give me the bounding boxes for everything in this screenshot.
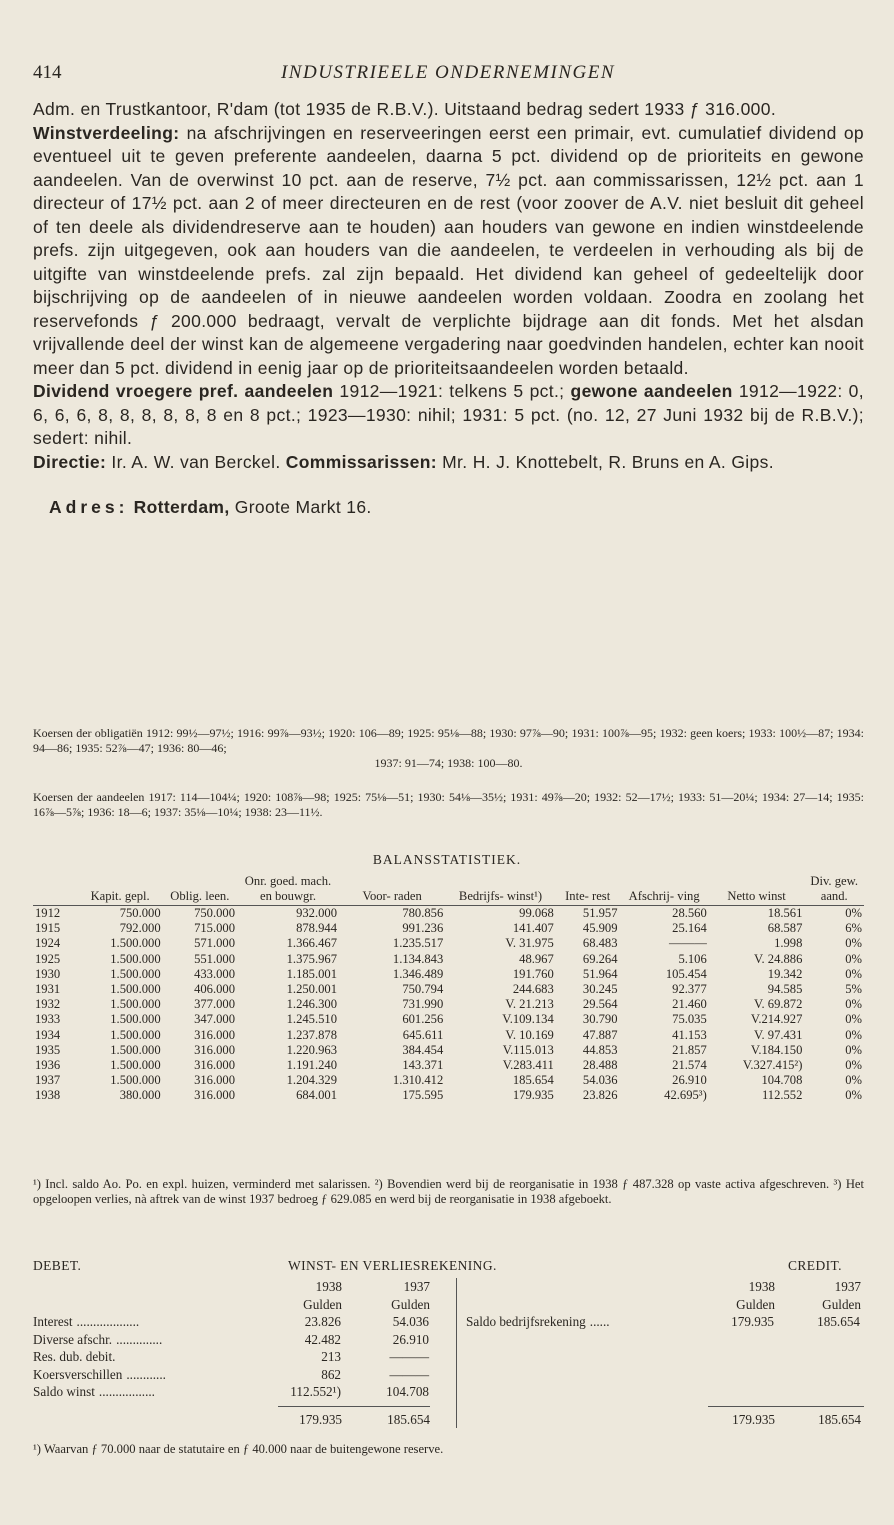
table-cell: V.327.415²) [742, 1058, 803, 1073]
debet-value-1938: 42.482 [304, 1331, 341, 1347]
table-cell: 991.236 [402, 921, 444, 936]
table-cell: 0% [845, 1042, 862, 1057]
table-cell: 1.237.878 [286, 1027, 337, 1042]
table-cell: 0% [845, 1027, 862, 1042]
debet-leader-dots: ............ [126, 1366, 166, 1382]
table-cell: 244.683 [512, 982, 554, 997]
wv-debet-year-2: 1937 [403, 1279, 430, 1294]
table-cell: 68.587 [767, 921, 803, 936]
wv-credit-year-1: 1938 [748, 1279, 775, 1294]
koersen-obligaties [33, 726, 864, 771]
table-cell: 47.887 [582, 1027, 618, 1042]
table-cell: 68.483 [582, 936, 618, 951]
table-cell: 41.153 [672, 1027, 707, 1042]
debet-value-1937: 54.036 [392, 1314, 429, 1329]
table-cell: 715.000 [194, 921, 235, 936]
debet-label-text: Saldo winst [33, 1384, 95, 1399]
admin-paragraph: Adm. en Trustkantoor, R'dam (tot 1935 de R.B.V.). Uitstaand bedrag sedert 1933 ƒ 316.000. [33, 99, 777, 119]
balans-header-row [33, 874, 864, 904]
winstverdeeling-paragraph [33, 122, 864, 381]
credit-row [466, 1313, 866, 1331]
table-cell: 19.342 [767, 966, 803, 981]
wv-title: WINST- EN VERLIESREKENING. [288, 1258, 497, 1273]
page-header [33, 62, 863, 88]
commissarissen-text: Mr. H. J. Knottebelt, R. Bruns en A. Gips. [436, 451, 774, 472]
debet-value-1938: 862 [321, 1366, 341, 1382]
table-cell: 28.560 [672, 906, 707, 920]
wv-credit-heading: CREDIT. [788, 1258, 842, 1273]
table-row [33, 1012, 864, 1027]
table-cell: 26.910 [672, 1073, 707, 1088]
row-year: 1938 [35, 1088, 61, 1103]
table-cell: 316.000 [194, 1058, 235, 1073]
row-year: 1915 [35, 921, 61, 936]
table-cell: 18.561 [767, 906, 803, 920]
row-year: 1935 [35, 1042, 61, 1057]
table-cell: 1.500.000 [110, 1027, 161, 1042]
debet-value-1937: 26.910 [392, 1331, 429, 1347]
table-cell: 316.000 [194, 1073, 235, 1088]
wv-credit-unit-2: Gulden [822, 1296, 861, 1312]
wv-debet-col-headers [262, 1278, 442, 1313]
table-cell: 1.375.967 [286, 951, 337, 966]
table-cell: 112.552 [761, 1088, 803, 1103]
table-row [33, 982, 864, 997]
table-cell: 21.574 [672, 1058, 707, 1073]
debet-row [33, 1383, 433, 1401]
dividend-text-2: 1912—1922: 0, 6, 6, 6, 8, 8, 8, 8, 8, 8 en 8 pct.; 1923—1930: nihil; 1931: 5 pct. (no. 12, 27 Juni 1932 bij de R.B.V.); sedert: nihil. [33, 381, 864, 448]
table-cell: 1.500.000 [110, 1073, 161, 1088]
dividend-text-1: 1912—1921: telkens 5 pct.; [333, 381, 571, 401]
row-year: 1932 [35, 997, 61, 1012]
wv-footnote: ¹) Waarvan ƒ 70.000 naar de statutaire en ƒ 40.000 naar de buitengewone reserve. [33, 1442, 444, 1456]
table-cell: 99.068 [519, 906, 554, 920]
col-header-interest: Inte- rest [565, 889, 611, 903]
table-cell: 30.245 [582, 982, 618, 997]
table-cell: 5.106 [678, 951, 707, 966]
col-header-oblig: Oblig. leen. [170, 889, 230, 903]
row-year: 1937 [35, 1073, 61, 1088]
col-header-bedrijfswinst: Bedrijfs- winst¹) [458, 889, 543, 903]
table-cell: 0% [845, 1088, 862, 1103]
table-cell: 750.000 [119, 906, 161, 920]
table-cell: 1.500.000 [110, 1058, 161, 1073]
debet-label [33, 1366, 265, 1384]
body-text [33, 98, 864, 520]
table-cell: 551.000 [194, 951, 235, 966]
credit-value-1937: 185.654 [817, 1314, 860, 1329]
table-cell: 1.500.000 [110, 951, 161, 966]
table-cell: 94.585 [767, 982, 803, 997]
debet-label-text: Res. dub. debit. [33, 1349, 116, 1364]
directie-label: Directie: [33, 451, 107, 472]
row-year: 1930 [35, 966, 61, 981]
table-cell: 1.310.412 [392, 1073, 444, 1088]
debet-row [33, 1348, 433, 1366]
debet-label [33, 1383, 265, 1401]
row-year: 1912 [35, 906, 61, 920]
balans-body [33, 906, 864, 1104]
table-cell: 792.000 [119, 921, 161, 936]
table-cell: 1.220.963 [286, 1042, 337, 1057]
table-cell: 51.957 [582, 906, 618, 920]
table-cell: 316.000 [194, 1027, 235, 1042]
table-cell: V.283.411 [502, 1058, 554, 1073]
table-cell: 48.967 [519, 951, 554, 966]
debet-value-1938: 23.826 [304, 1314, 341, 1329]
wv-credit-total-1938: 179.935 [732, 1412, 775, 1427]
col-header-onr-goed: Onr. goed. mach. en bouwgr. [244, 874, 332, 903]
adres-city: Rotterdam, [133, 497, 230, 517]
table-cell: 179.935 [512, 1088, 554, 1103]
table-cell: 105.454 [665, 966, 707, 981]
debet-label-text: Diverse afschr. [33, 1331, 113, 1347]
commissarissen-label: Commissarissen: [285, 451, 437, 472]
table-row [33, 936, 864, 951]
table-row [33, 1028, 864, 1043]
wv-credit-totals [697, 1411, 867, 1429]
table-cell: V.184.150 [750, 1042, 803, 1057]
row-year: 1934 [35, 1027, 61, 1042]
koersen-obligaties-line-b: 1937: 91—74; 1938: 100—80. [374, 756, 523, 770]
table-cell: V. 21.213 [505, 997, 554, 1012]
koersen-aandeelen: Koersen der aandeelen 1917: 114—104¼; 1920: 108⅞—98; 1925: 75⅛—51; 1930: 54⅛—35½; 1931: 49⅞—20; 1932: 52—17½; 1933: 51—20¼; 1934: 27—14; 1935: 16⅞—5⅞; 1936: 18—6; 1937: 35⅛—10¼; 1938: 23—11½. [33, 790, 864, 819]
wv-debet-rows [33, 1313, 433, 1401]
gewone-aandeelen-label: gewone aandeelen [570, 381, 733, 401]
adres-label: Adres: [49, 497, 129, 517]
table-cell: 54.036 [582, 1073, 618, 1088]
table-cell: 1.500.000 [110, 1042, 161, 1057]
table-cell: 1.246.300 [286, 997, 337, 1012]
wv-credit-rows [466, 1313, 866, 1331]
table-cell: 0% [845, 966, 862, 981]
adres-paragraph [49, 496, 864, 520]
col-header-afschrijving: Afschrij- ving [628, 889, 700, 903]
table-cell: 44.853 [582, 1042, 618, 1057]
table-cell: 1.500.000 [110, 1012, 161, 1027]
table-cell: 1.185.001 [286, 966, 337, 981]
wv-credit-unit-1: Gulden [736, 1296, 775, 1312]
table-cell: V.109.134 [502, 1012, 554, 1027]
debet-label [33, 1331, 265, 1349]
directie-paragraph [33, 451, 864, 475]
table-cell: 1.500.000 [110, 982, 161, 997]
table-cell: 347.000 [194, 1012, 235, 1027]
adres-street: Groote Markt 16. [229, 497, 372, 517]
table-cell: V.115.013 [502, 1042, 554, 1057]
credit-label [466, 1313, 698, 1331]
credit-leader-dots: ...... [589, 1314, 610, 1329]
winstverdeeling-label: Winstverdeeling: [33, 122, 180, 143]
table-cell: 1.346.489 [392, 966, 444, 981]
table-cell: V. 97.431 [754, 1027, 803, 1042]
balans-table [33, 874, 864, 1104]
table-cell: 932.000 [296, 906, 337, 920]
balans-title: BALANSSTATISTIEK. [372, 852, 522, 867]
wv-debet-unit-1: Gulden [303, 1296, 342, 1312]
debet-label-text: Interest [33, 1314, 73, 1329]
table-cell: 750.794 [402, 982, 444, 997]
table-row [33, 1043, 864, 1058]
table-cell: 384.454 [402, 1042, 444, 1057]
col-header-dividend: Div. gew. aand. [810, 874, 859, 903]
table-cell: 6% [845, 921, 862, 936]
running-title: INDUSTRIEELE ONDERNEMINGEN [280, 62, 615, 83]
row-year: 1933 [35, 1012, 61, 1027]
table-row [33, 967, 864, 982]
table-cell: 0% [845, 1058, 862, 1073]
credit-value-1938: 179.935 [731, 1314, 774, 1329]
table-cell: 1.500.000 [110, 997, 161, 1012]
table-row [33, 1058, 864, 1073]
balans-footnote: ¹) Incl. saldo Ao. Po. en expl. huizen, verminderd met salarissen. ²) Bovendien werd bij de reorganisatie in 1938 ƒ 487.328 op vaste activa afgeschreven. ³) Het opgeloopen verlies, nà aftrek van de winst 1937 bedroeg ƒ 629.085 en werd bij de reorganisatie in 1938 afgeboekt. [33, 1177, 864, 1206]
table-row [33, 906, 864, 922]
table-row [33, 997, 864, 1012]
dividend-paragraph [33, 380, 864, 451]
debet-row [33, 1331, 433, 1349]
wv-debet-total-1937: 185.654 [387, 1412, 430, 1427]
debet-leader-dots: ................. [98, 1384, 155, 1399]
table-cell: 21.857 [672, 1042, 707, 1057]
table-row [33, 1088, 864, 1103]
table-row [33, 1073, 864, 1088]
table-cell: 1.500.000 [110, 966, 161, 981]
table-cell: 878.944 [296, 921, 337, 936]
table-cell: 141.407 [512, 921, 554, 936]
table-cell: 1.998 [774, 936, 803, 951]
directie-text: Ir. A. W. van Berckel. [106, 451, 286, 472]
table-cell: 0% [845, 936, 862, 951]
col-header-voorraden: Voor- raden [362, 889, 422, 903]
table-cell: 92.377 [672, 982, 707, 997]
debet-leader-dots: ................... [76, 1314, 140, 1329]
row-year: 1924 [35, 936, 61, 951]
table-cell: 185.654 [512, 1073, 554, 1088]
table-cell: 433.000 [194, 966, 235, 981]
table-cell: 0% [845, 997, 862, 1012]
wv-debet-total-1938: 179.935 [299, 1412, 342, 1427]
table-cell: V. 10.169 [505, 1027, 554, 1042]
wv-center-divider [456, 1278, 457, 1428]
table-cell: 23.826 [582, 1088, 618, 1103]
wv-debet-unit-2: Gulden [391, 1296, 430, 1312]
table-cell: 143.371 [402, 1058, 444, 1073]
debet-value-1938: 112.552¹) [290, 1384, 341, 1399]
table-cell: 28.488 [582, 1058, 618, 1073]
table-cell: 51.964 [582, 966, 618, 981]
credit-label-text: Saldo bedrijfsrekening [466, 1314, 586, 1329]
col-header-kapit: Kapit. gepl. [90, 889, 150, 903]
table-row [33, 952, 864, 967]
table-cell: 571.000 [194, 936, 235, 951]
table-cell: 1.366.467 [286, 936, 337, 951]
table-cell: 191.760 [512, 966, 554, 981]
table-cell: 316.000 [194, 1042, 235, 1057]
table-cell: 45.909 [582, 921, 618, 936]
table-cell: 1.235.517 [392, 936, 444, 951]
table-cell: ——— [669, 936, 707, 951]
debet-label [33, 1348, 265, 1366]
debet-label [33, 1313, 265, 1331]
wv-debet-heading: DEBET. [33, 1258, 82, 1273]
table-cell: 69.264 [582, 951, 618, 966]
table-cell: 0% [845, 951, 862, 966]
table-cell: 377.000 [194, 997, 235, 1012]
table-cell: 1.191.240 [286, 1058, 337, 1073]
col-header-year [33, 874, 78, 904]
wv-credit-total-1937: 185.654 [818, 1412, 861, 1427]
debet-value-1937: ——— [389, 1366, 429, 1382]
debet-label-text: Koersverschillen [33, 1366, 123, 1382]
table-cell: 5% [845, 982, 862, 997]
table-cell: 780.856 [402, 906, 444, 920]
wv-credit-col-headers [697, 1278, 867, 1313]
dividend-label: Dividend vroegere pref. aandeelen [33, 381, 334, 401]
table-cell: 30.790 [582, 1012, 618, 1027]
table-cell: 731.990 [402, 997, 444, 1012]
table-cell: 175.595 [402, 1088, 444, 1103]
debet-value-1938: 213 [321, 1349, 341, 1364]
koersen-obligaties-line-a: Koersen der obligatiën 1912: 99½—97½; 1916: 99⅞—93½; 1920: 106—89; 1925: 95⅛—88; 1930: 97⅞—90; 1931: 100⅞—95; 1932: geen koers; 1933: 100½—87; 1934: 94—86; 1935: 52⅞—47; 1936: 80—46; [33, 726, 864, 755]
page-number: 414 [33, 62, 62, 83]
wv-credit-year-2: 1937 [834, 1279, 861, 1294]
table-cell: 104.708 [761, 1073, 803, 1088]
debet-value-1937: 104.708 [386, 1384, 429, 1399]
table-cell: 21.460 [672, 997, 707, 1012]
wv-debet-total-rule [278, 1406, 430, 1407]
table-cell: V. 31.975 [505, 936, 554, 951]
debet-value-1937: ——— [389, 1349, 429, 1364]
table-cell: V.214.927 [750, 1012, 803, 1027]
row-year: 1931 [35, 982, 61, 997]
debet-leader-dots: .............. [116, 1331, 163, 1347]
table-cell: 1.500.000 [110, 936, 161, 951]
table-cell: 645.611 [402, 1027, 444, 1042]
debet-row [33, 1366, 433, 1384]
table-cell: 1.134.843 [392, 951, 444, 966]
table-cell: 1.204.329 [286, 1073, 337, 1088]
table-cell: 316.000 [194, 1088, 235, 1103]
table-cell: V. 69.872 [754, 997, 803, 1012]
debet-row [33, 1313, 433, 1331]
row-year: 1936 [35, 1058, 61, 1073]
table-cell: V. 24.886 [754, 951, 803, 966]
table-cell: 406.000 [194, 982, 235, 997]
table-cell: 0% [845, 1073, 862, 1088]
table-cell: 750.000 [194, 906, 235, 920]
table-row [33, 921, 864, 936]
table-cell: 1.250.001 [286, 982, 337, 997]
wv-debet-totals [262, 1411, 442, 1429]
row-year: 1925 [35, 951, 61, 966]
wv-debet-year-1: 1938 [315, 1279, 342, 1294]
table-cell: 25.164 [672, 921, 707, 936]
table-cell: 0% [845, 906, 862, 920]
wv-credit-total-rule [708, 1406, 864, 1407]
table-cell: 75.035 [672, 1012, 707, 1027]
table-cell: 0% [845, 1012, 862, 1027]
table-cell: 42.695³) [664, 1088, 707, 1103]
table-cell: 601.256 [402, 1012, 444, 1027]
table-cell: 1.245.510 [286, 1012, 337, 1027]
winstverdeeling-text: na afschrijvingen en reserveeringen eerst een primair, evt. cumulatief dividend op eventueel uit te geven preferente aandeelen, daarna 5 pct. dividend op de prioriteits en gewone aandeelen. Van de overwinst 10 pct. aan de reserve, 7½ pct. aan commissarissen, 12½ pct. aan 1 directeur of 17½ pct. aan 2 of meer directeuren en de rest (voor zoover de A.V. niet besluit dit geheel of ten deele als dividendreserve aan te houden) aan houders van gewone en indien winstdeelende prefs. zijn uitgegeven, ook aan houders van die aandeelen, te verdeelen in verhouding als bij de uitgifte van winstdeelende prefs. zal zijn bepaald. Het dividend kan geheel of gedeeltelijk door bijschrijving op de aandeelen of in nieuwe aandeelen worden voldaan. Zoodra en zoolang het reservefonds ƒ 200.000 bedraagt, vervalt de verplichte bijdrage aan dit fonds. Met het alsdan vrijvallende deel der winst kan de algemeene vergadering naar goedvinden handelen, echter kan nooit meer dan 5 pct. dividend in eenig jaar op de prioriteitsaandeelen worden betaald. [33, 122, 864, 378]
table-cell: 684.001 [296, 1088, 337, 1103]
table-cell: 380.000 [119, 1088, 161, 1103]
col-header-netto-winst: Netto winst [727, 889, 786, 903]
table-cell: 29.564 [582, 997, 618, 1012]
